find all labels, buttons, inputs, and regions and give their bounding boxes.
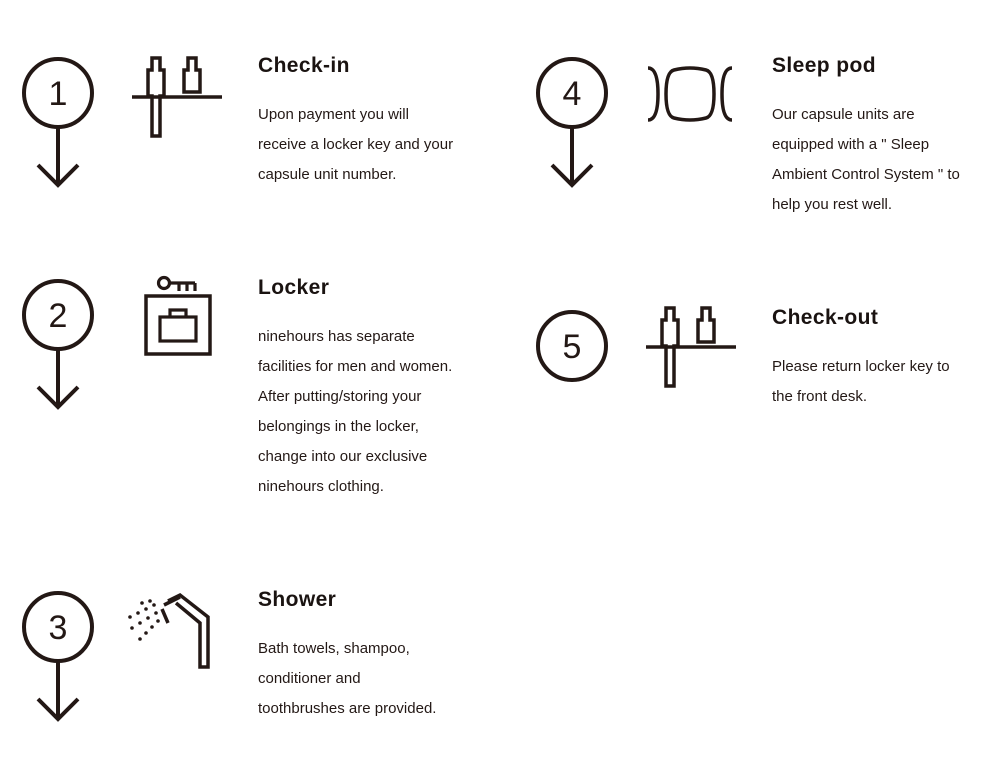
step-text — [258, 54, 478, 190]
step-description: Our capsule units are equipped with a " Sleep Ambient Control System " to help you rest well. — [772, 106, 960, 213]
step-number: 2 — [48, 297, 68, 335]
step-text — [258, 588, 478, 724]
step-number: 5 — [562, 328, 582, 366]
step-text — [772, 306, 992, 412]
step-description: Bath towels, shampoo, conditioner and toothbrushes are provided. — [258, 640, 437, 717]
step-text — [258, 276, 478, 502]
step-number-badge-3 — [22, 591, 96, 723]
step-description: Please return locker key to the front desk. — [772, 358, 950, 405]
shower-icon — [128, 593, 214, 671]
step-number-badge-4 — [536, 57, 610, 189]
step-title: Check-out — [772, 306, 879, 329]
step-number-badge-5 — [536, 310, 610, 384]
step-title: Locker — [258, 276, 330, 299]
step-description: Upon payment you will receive a locker key and your capsule unit number. — [258, 106, 454, 183]
step-number: 4 — [562, 75, 582, 113]
step-title: Check-in — [258, 54, 350, 77]
step-number-badge-2 — [22, 279, 96, 411]
step-number: 1 — [48, 75, 68, 113]
step-description: ninehours has separate facilities for men and women. After putting/storing your belongings in the locker, change into our exclusive ninehours clothing. — [258, 328, 453, 495]
person-at-counter-icon — [646, 304, 738, 392]
step-title: Sleep pod — [772, 54, 876, 77]
sleep-pod-icon — [644, 66, 736, 122]
person-at-counter-icon — [132, 54, 224, 142]
step-text — [772, 54, 992, 220]
step-number: 3 — [48, 609, 68, 647]
locker-key-icon — [143, 274, 213, 358]
step-title: Shower — [258, 588, 337, 611]
step-number-badge-1 — [22, 57, 96, 189]
